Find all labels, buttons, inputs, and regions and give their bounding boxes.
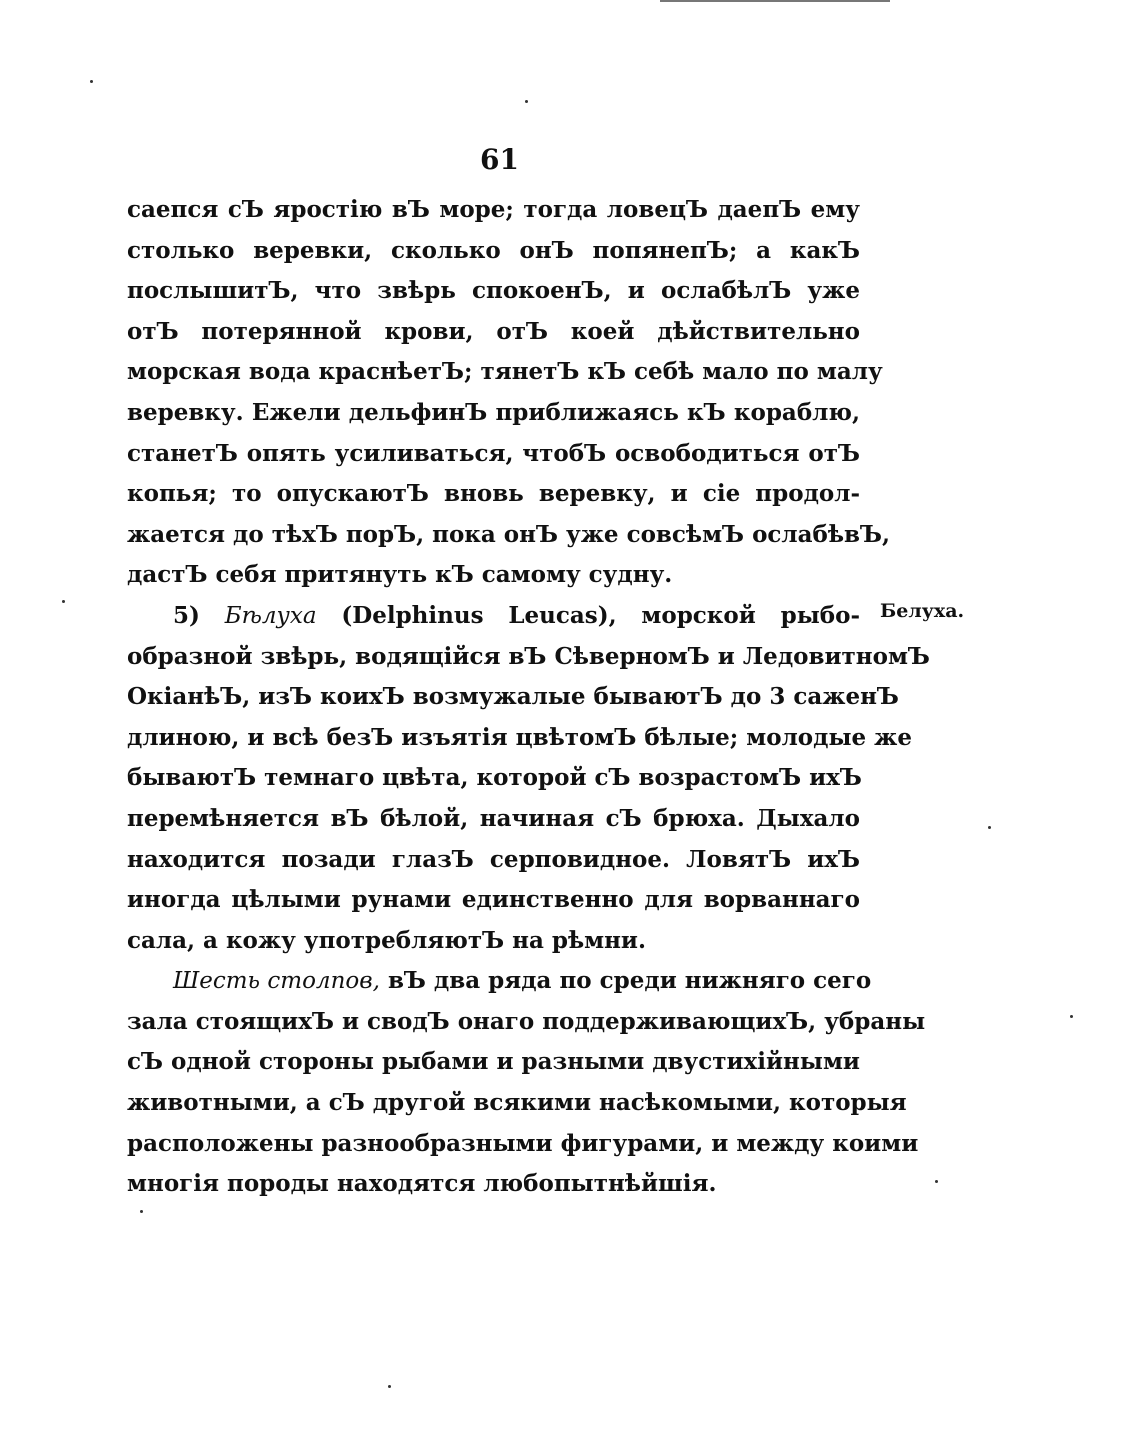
text-line (127, 961, 872, 1002)
text-line: бываютЪ темнаго цвѣта, которой сЪ возрастомЪ ихЪ (127, 764, 862, 792)
text-line: сала, а кожу употребляютЪ на рѣмни. (127, 926, 646, 954)
item-number: 5) (173, 601, 200, 629)
scan-speck (525, 100, 528, 103)
scan-speck (62, 600, 65, 603)
text-line: столько веревки, сколько онЪ попянепЪ; а какЪ (127, 236, 860, 264)
text-line: отЪ потерянной крови, отЪ коей дѣйствительно (127, 317, 860, 345)
scan-speck (90, 80, 93, 83)
text-line: саепся сЪ яростію вЪ море; тогда ловецЪ даепЪ ему (127, 196, 860, 223)
text-line (127, 596, 860, 637)
text-line: сЪ одной стороны рыбами и разными двустихійными (127, 1048, 860, 1076)
entry-title: Шесть столпов, (173, 968, 380, 995)
text-line: копья; то опускаютЪ вновь веревку, и сіе продол- (127, 480, 860, 508)
paragraph-3 (127, 961, 926, 1205)
entry-title: Бѣлуха (224, 602, 317, 629)
page-number: 61 (480, 143, 519, 176)
margin-note: Белуха. (880, 600, 965, 622)
text-line: перемѣняется вЪ бѣлой, начиная сЪ брюха. Дыхало (127, 804, 860, 832)
scan-speck (140, 1210, 143, 1213)
text-line: иногда цѣлыми рунами единственно для ворваннаго (127, 886, 860, 914)
scan-speck (935, 1180, 938, 1183)
scan-speck (388, 1385, 391, 1388)
text-line: послышитЪ, что звѣрь спокоенЪ, и ослабѣлЪ уже (127, 277, 860, 305)
scan-speck (988, 826, 991, 829)
text-line: многія породы находятся любопытнѣйшія. (127, 1170, 717, 1198)
text-line: дастЪ себя притянуть кЪ самому судну. (127, 561, 673, 589)
text-line: веревку. Ежели дельфинЪ приближаясь кЪ кораблю, (127, 398, 860, 426)
text-line: жается до тѣхЪ порЪ, пока онЪ уже совсѣмЪ ослабѣвЪ, (127, 520, 891, 548)
top-edge-rule (660, 0, 890, 2)
text-line: ОкіанѣЪ, изЪ коихЪ возмужалые бываютЪ до 3 саженЪ (127, 683, 899, 711)
text-line: станетЪ опять усиливаться, чтобЪ освободиться отЪ (127, 439, 860, 467)
text-line: находится позади глазЪ серповидное. ЛовятЪ ихЪ (127, 845, 860, 873)
text-line: зала стоящихЪ и сводЪ онаго поддерживающихЪ, убраны (127, 1007, 926, 1035)
entry-description: вЪ два ряда по среди нижняго сего (387, 967, 872, 995)
paragraph-1 (127, 190, 891, 596)
text-line: длиною, и всѣ безЪ изъятія цвѣтомЪ бѣлые; молодые же (127, 723, 913, 751)
text-line: животными, а сЪ другой всякими насѣкомыми, которыя (127, 1089, 907, 1117)
scan-speck (1070, 1015, 1073, 1018)
text-line: расположены разнообразными фигурами, и между коими (127, 1129, 919, 1157)
text-line: образной звѣрь, водящійся вЪ СѣверномЪ и ЛедовитномЪ (127, 642, 930, 670)
text-line: морская вода краснѣетЪ; тянетЪ кЪ себѣ мало по малу (127, 358, 883, 386)
entry-description: (Delphinus Leucas), морской рыбо- (341, 601, 860, 629)
